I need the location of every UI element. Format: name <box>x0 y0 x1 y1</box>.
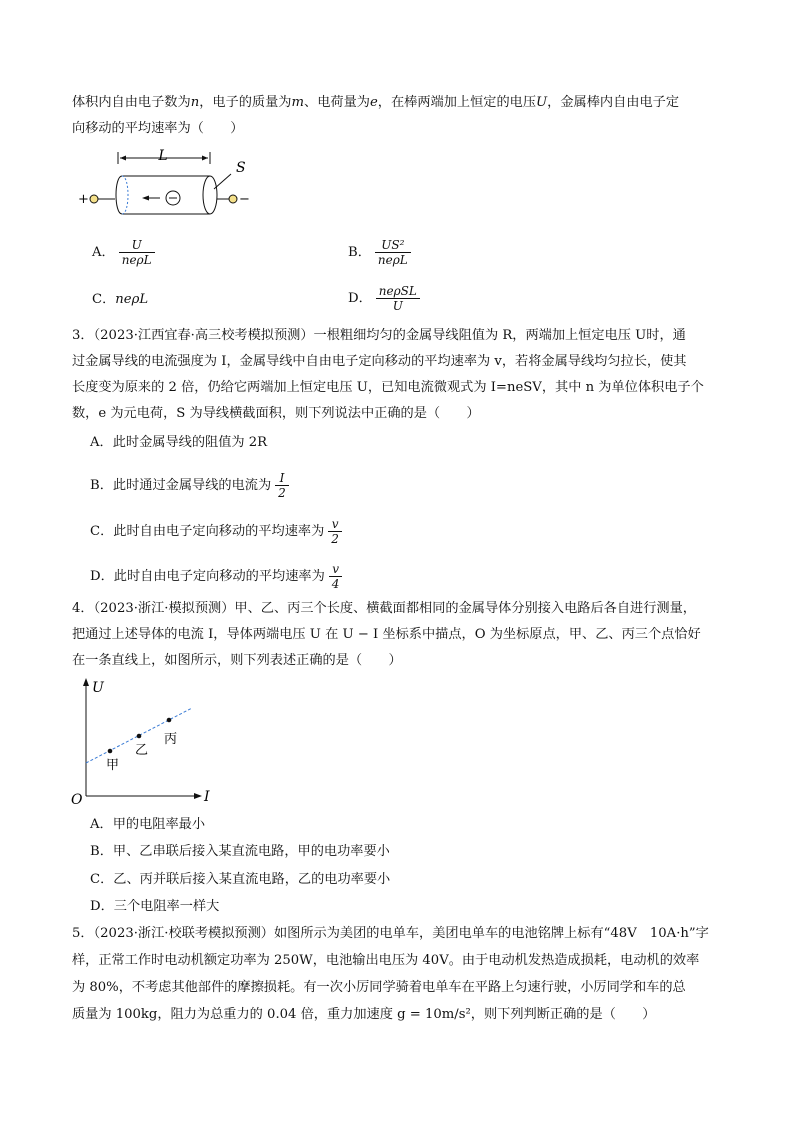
q5-stem-line4: 质量为 100kg，阻力为总重力的 0.04 倍，重力加速度 g = 10m/s²，则下列判断正确的是（ ） <box>72 1007 656 1022</box>
q3-option-d: D．此时自由电子定向移动的平均速率为 $\frac{v}{4}$ <box>90 562 342 591</box>
point-bing-label: 丙 <box>164 732 178 747</box>
minus-terminal-label: − <box>239 192 250 207</box>
length-label: L <box>158 148 168 164</box>
q5-stem-line1: 5．（2023·浙江·校联考模拟预测）如图所示为美团的电单车，美团电单车的电池铭牌上标有“48V 10A·h”字 <box>72 926 709 941</box>
area-label: S <box>236 160 246 176</box>
conductor-rod-figure <box>76 146 256 226</box>
q4-option-a: A．甲的电阻率最小 <box>90 817 206 832</box>
q3-stem-line4: 数，e 为元电荷，S 为导线横截面积，则下列说法中正确的是（ ） <box>72 406 480 421</box>
u-axis-label: U <box>92 680 104 696</box>
q4-stem-line3: 在一条直线上，如图所示，则下列表述正确的是（ ） <box>72 653 402 668</box>
q4-option-c: C．乙、丙并联后接入某直流电路，乙的电功率要小 <box>90 872 391 887</box>
point-yi <box>137 734 142 739</box>
q3-option-c: C．此时自由电子定向移动的平均速率为 $\frac{v}{2}$ <box>90 517 342 546</box>
u-i-graph <box>70 676 220 808</box>
q2-option-a: A． $\frac{U}{\text{neρL}}$ <box>92 238 155 267</box>
q2-option-d: D． $\frac{\text{neρSL}}{U}$ <box>348 284 420 313</box>
q3-option-a: A．此时金属导线的阻值为 2R <box>90 435 268 450</box>
q2-option-c: C．neρL <box>92 292 149 307</box>
q4-option-d: D．三个电阻率一样大 <box>90 899 220 914</box>
q4-option-b: B．甲、乙串联后接入某直流电路，甲的电功率要小 <box>90 844 390 859</box>
point-jia <box>108 749 113 754</box>
q2-option-b: B． $\frac{\text{US²}}{\text{neρL}}$ <box>348 238 411 267</box>
q2-stem-line2: 向移动的平均速率为（ ） <box>72 121 244 136</box>
q5-stem-line2: 样，正常工作时电动机额定功率为 250W，电池输出电压为 40V。由于电动机发热造成损耗，电动机的效率 <box>72 953 700 968</box>
q3-stem-line3: 长度变为原来的 2 倍，仍给它两端加上恒定电压 U，已知电流微观式为 I=neSV，其中 n 为单位体积电子个 <box>72 380 704 395</box>
q2-stem-line1: 体积内自由电子数为n，电子的质量为m、电荷量为e，在棒两端加上恒定的电压U，金属棒内自由电子定 <box>72 95 680 110</box>
plus-terminal-label: + <box>78 192 89 207</box>
q5-stem-line3: 为 80%，不考虑其他部件的摩擦损耗。有一次小厉同学骑着电单车在平路上匀速行驶，小厉同学和车的总 <box>72 980 686 995</box>
point-jia-label: 甲 <box>106 758 120 773</box>
q3-option-b: B．此时通过金属导线的电流为 $\frac{I}{2}$ <box>90 471 289 500</box>
point-yi-label: 乙 <box>135 743 149 758</box>
q3-stem-line1: 3．（2023·江西宜春·高三校考模拟预测）一根粗细均匀的金属导线阻值为 R，两端加上恒定电压 U时，通 <box>72 328 686 343</box>
origin-label: O <box>71 792 83 808</box>
q3-stem-line2: 过金属导线的电流强度为 I，金属导线中自由电子定向移动的平均速率为 v，若将金属导线均匀拉长，使其 <box>72 354 687 369</box>
point-bing <box>167 718 172 723</box>
i-axis-label: I <box>204 789 210 805</box>
q4-stem-line1: 4．（2023·浙江·模拟预测）甲、乙、丙三个长度、横截面都相同的金属导体分别接入电路后各自进行测量， <box>72 601 696 616</box>
q4-stem-line2: 把通过上述导体的电流 I，导体两端电压 U 在 U − I 坐标系中描点，O 为坐标原点，甲、乙、丙三个点恰好 <box>72 627 701 642</box>
